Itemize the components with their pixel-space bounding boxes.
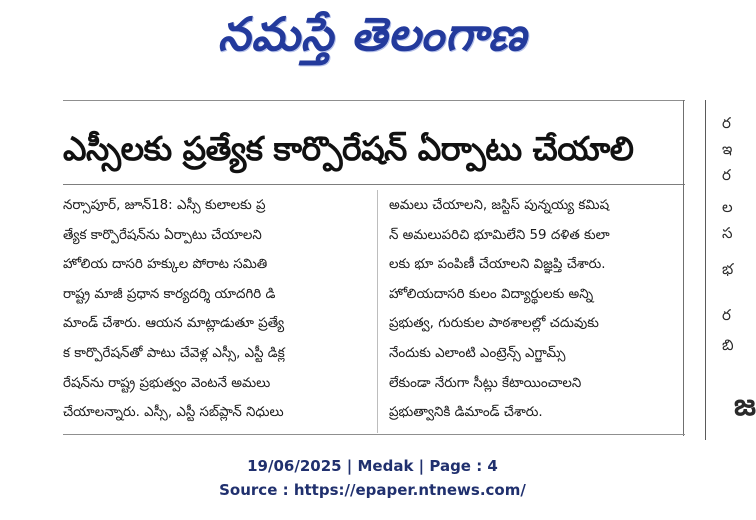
article-line: అమలు చేయాలని, జస్టిస్ పున్నయ్య కమిష	[389, 198, 610, 213]
fragment-char: స	[722, 224, 733, 242]
article-line: ప్రభుత్వానికి డిమాండ్ చేశారు.	[389, 405, 543, 421]
column-divider	[377, 190, 378, 433]
article-line: నేందుకు ఎలాంటి ఎంట్రెన్స్ ఎగ్జామ్స్	[389, 345, 566, 361]
newspaper-logo: నమస్తే తెలంగాణ	[217, 7, 528, 61]
article-line: నర్సాపూర్, జూన్18: ఎస్సీ కులాలకు ప్ర	[63, 198, 266, 213]
article-line: రాష్ట్ర మాజీ ప్రధాన కార్యదర్శి యాదగిరి డి	[63, 286, 276, 302]
article-line: మాండ్ చేశారు. ఆయన మాట్లాడుతూ ప్రత్యే	[63, 316, 285, 332]
article-line: లకు భూ పంపిణీ చేయాలని విజ్ఞప్తి చేశారు.	[389, 257, 606, 273]
article-clipping	[63, 100, 700, 436]
fragment-char: ల	[722, 198, 733, 216]
article-column-right	[389, 191, 671, 428]
article-line: రేషన్‌ను రాష్ట్ర ప్రభుత్వం వెంటనే అమలు	[63, 375, 271, 391]
article-line: క కార్పొరేషన్‌తో పాటు చేవెళ్ల ఎస్సీ, ఎస్టీ డిక్ల	[63, 345, 285, 361]
fragment-char: జ	[734, 388, 756, 423]
article-headline: ఎస్సీలకు ప్రత్యేక కార్పొరేషన్ ఏర్పాటు చేయాలి	[63, 129, 634, 168]
article-line: ప్రభుత్వ, గురుకుల పాఠశాలల్లో చదువుకు	[389, 316, 599, 332]
article-column-left	[63, 191, 339, 428]
footer-date-edition: 19/06/2025 | Medak | Page : 4	[247, 457, 498, 475]
footer-source: Source : https://epaper.ntnews.com/	[219, 481, 526, 499]
fragment-char: ర	[722, 114, 731, 132]
fragment-char: ఇ	[722, 140, 733, 158]
article-line: న్ అమలుపరిచి భూమిలేని 59 దళిత కులా	[389, 227, 610, 243]
bottom-rule	[63, 434, 685, 435]
article-line: లేకుండా నేరుగా సీట్లు కేటాయించాలని	[389, 375, 582, 391]
masthead	[0, 0, 745, 80]
article-line: హోలియ దాసరి హక్కుల పోరాట సమితి	[63, 257, 268, 273]
article-line: త్యేక కార్పొరేషన్‌ను ఏర్పాటు చేయాలని	[63, 227, 262, 243]
fragment-char: ర	[722, 166, 731, 184]
adjacent-article-fragment	[705, 100, 756, 440]
fragment-char: ర	[722, 306, 731, 324]
article-line: చేయాలన్నారు. ఎస్సీ, ఎస్టీ సబ్‌ప్లాన్ నిధులు	[63, 405, 284, 421]
article-line: హోలియదాసరి కులం విద్యార్థులకు అన్ని	[389, 286, 594, 302]
fragment-char: భ	[722, 260, 734, 278]
top-rule	[63, 100, 685, 101]
right-border-rule	[683, 100, 684, 436]
fragment-char: బి	[722, 336, 734, 354]
headline-rule	[63, 184, 685, 185]
